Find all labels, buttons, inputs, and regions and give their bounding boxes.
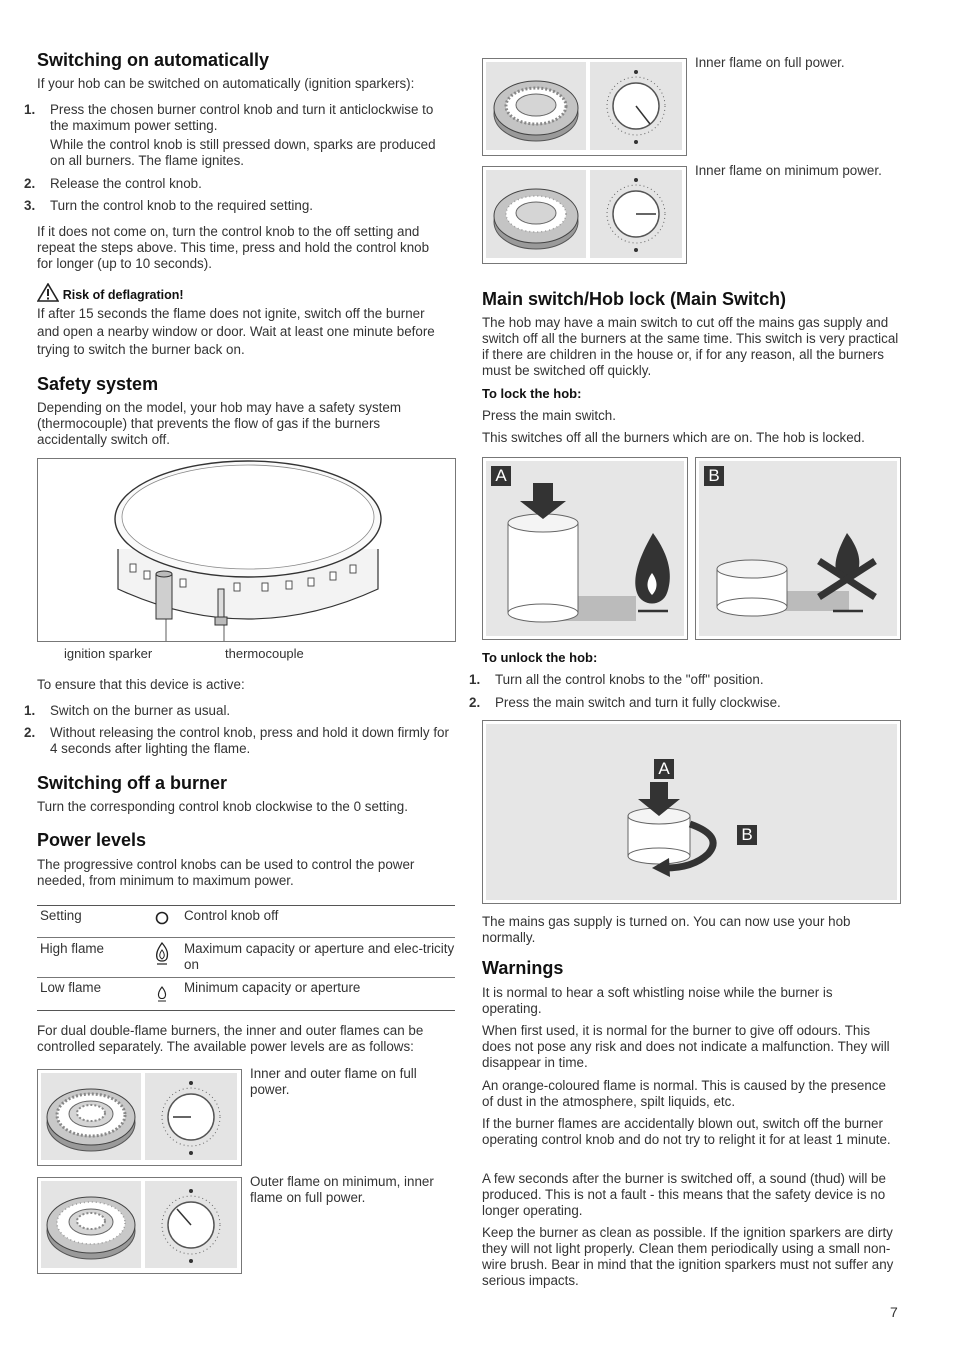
burner-illustration (38, 459, 455, 641)
table-rule (37, 977, 455, 978)
switching-on-title: Switching on automatically (37, 50, 270, 70)
unlock-figure (482, 720, 901, 904)
fig3-caption: Inner flame on full power. (695, 55, 845, 70)
small-flame-icon (155, 984, 169, 1002)
warning-para: It is normal to hear a soft whistling noise while the burner is operating. (482, 985, 833, 1016)
safety-intro: Depending on the model, your hob may have a safety system (thermocouple) that prevents the flow of gas if the burners accidentally switch off. (37, 400, 401, 447)
label-a-badge: A (654, 759, 674, 779)
safety-step-2: 2. Without releasing the control knob, press and hold it down firmly for 4 seconds after lighting the flame. (24, 725, 449, 756)
warning-triangle-icon (37, 283, 59, 302)
unlock-step-2: 2. Press the main switch and turn it fully clockwise. (469, 695, 781, 710)
warning-para: If the burner flames are accidentally blown out, switch off the burner operating control knob and do not try to relight it for at least 1 minute. (482, 1116, 891, 1147)
switching-on-step-2: 2. Release the control knob. (24, 176, 202, 191)
off-circle-icon (155, 911, 169, 925)
lock-title: To lock the hob: (482, 386, 582, 401)
power-row-desc: Control knob off (184, 908, 279, 923)
knob-photo (145, 1181, 237, 1268)
warning-text: If after 15 seconds the flame does not ignite, switch off the burner and open a nearby window or door. Wait at least one minute before trying to switch the burner back on. (37, 306, 435, 357)
unlock-step-1: 1. Turn all the control knobs to the "off" position. (469, 672, 764, 687)
safety-step-1: 1. Switch on the burner as usual. (24, 703, 231, 718)
burner-photo (41, 1181, 141, 1268)
table-rule-top (37, 905, 455, 906)
safety-ensure: To ensure that this device is active: (37, 677, 245, 692)
inner-min-figure (482, 166, 687, 264)
main-switch-intro: The hob may have a main switch to cut off the mains gas supply and switch off all the burners at the same time. This switch is very practical if there are children in the house or, if for any reason, all the burners must be switched off quickly. (482, 315, 899, 378)
burner-thermocouple-figure (37, 458, 456, 642)
fig4-caption: Inner flame on minimum power. (695, 163, 882, 178)
released-switch-illustration (699, 461, 897, 636)
switching-on-note: If it does not come on, turn the control knob to the off setting and repeat the steps above. This time, press and hold the control knob for longer (up to 10 seconds). (37, 224, 430, 271)
lock-figure-b (695, 457, 901, 640)
warning-para: Keep the burner as clean as possible. If the ignition sparkers are dirty they will not light properly. Clean them periodically using a small non-wire brush. Bear in mind that the ignition sparkers must not suffer any serious impacts. (482, 1225, 894, 1288)
switch-off-text: Turn the corresponding control knob clockwise to the 0 setting. (37, 799, 408, 814)
unlock-title: To unlock the hob: (482, 650, 598, 665)
table-rule-bottom (37, 1010, 455, 1011)
label-b-badge: B (704, 466, 724, 486)
knob-photo (145, 1073, 237, 1160)
label-b-badge: B (737, 825, 757, 845)
pressed-switch-illustration (486, 461, 684, 636)
large-flame-icon (154, 941, 170, 965)
knob-photo (590, 62, 682, 150)
page-number: 7 (890, 1304, 898, 1320)
ignition-sparker-label: ignition sparker (64, 646, 153, 661)
power-row-desc: Maximum capacity or aperture and elec-tricity on (184, 941, 455, 972)
thermocouple-label: thermocouple (225, 646, 304, 661)
switching-on-step-1: 1. Press the chosen burner control knob and turn it anticlockwise to the maximum power setting. (24, 102, 434, 133)
warning-para: An orange-coloured flame is normal. This is caused by the presence of dust in the atmosphere, spilt liquids, etc. (482, 1078, 886, 1109)
burner-photo (486, 170, 586, 258)
power-row-setting: Low flame (40, 980, 102, 995)
power-row-desc: Minimum capacity or aperture (184, 980, 361, 995)
switch-off-title: Switching off a burner (37, 773, 228, 793)
lock-text-2: This switches off all the burners which are on. The hob is locked. (482, 430, 865, 445)
lock-text-1: Press the main switch. (482, 408, 616, 423)
fig2-caption: Outer flame on minimum, inner flame on full power. (250, 1174, 434, 1205)
switching-on-step-1-extra: While the control knob is still pressed down, sparks are produced on all burners. The flame ignites. (50, 137, 436, 168)
unlock-after-text: The mains gas supply is turned on. You can now use your hob normally. (482, 914, 851, 945)
lock-figure-a (482, 457, 688, 640)
power-row-setting: Setting (40, 908, 82, 923)
power-levels-title: Power levels (37, 830, 147, 850)
knob-photo (590, 170, 682, 258)
dual-burner-text: For dual double-flame burners, the inner and outer flames can be controlled separately. The available power levels are as follows: (37, 1023, 424, 1054)
outer-min-inner-full-figure (37, 1177, 242, 1274)
press-and-turn-illustration (486, 724, 897, 900)
label-a-badge: A (491, 466, 511, 486)
table-rule (37, 937, 455, 938)
main-switch-title: Main switch/Hob lock (Main Switch) (482, 289, 787, 309)
warning-heading: Risk of deflagration! (37, 283, 455, 303)
warnings-title: Warnings (482, 958, 564, 978)
warning-para: A few seconds after the burner is switched off, a sound (thud) will be produced. This is not a fault - this means that the safety device is no longer operating. (482, 1171, 886, 1218)
inner-full-figure (482, 58, 687, 156)
power-row-setting: High flame (40, 941, 105, 956)
power-levels-intro: The progressive control knobs can be used to control the power needed, from minimum to maximum power. (37, 857, 415, 888)
burner-photo (41, 1073, 141, 1160)
switching-on-intro: If your hob can be switched on automatically (ignition sparkers): (37, 76, 415, 91)
warning-para: When first used, it is normal for the burner to give off odours. This does not pose any risk and does not indicate a malfunction. They will disappear in time. (482, 1023, 890, 1070)
switching-on-step-3: 3. Turn the control knob to the required setting. (24, 198, 314, 213)
dual-full-power-figure (37, 1069, 242, 1166)
burner-photo (486, 62, 586, 150)
safety-title: Safety system (37, 374, 159, 394)
fig1-caption: Inner and outer flame on full power. (250, 1066, 417, 1097)
